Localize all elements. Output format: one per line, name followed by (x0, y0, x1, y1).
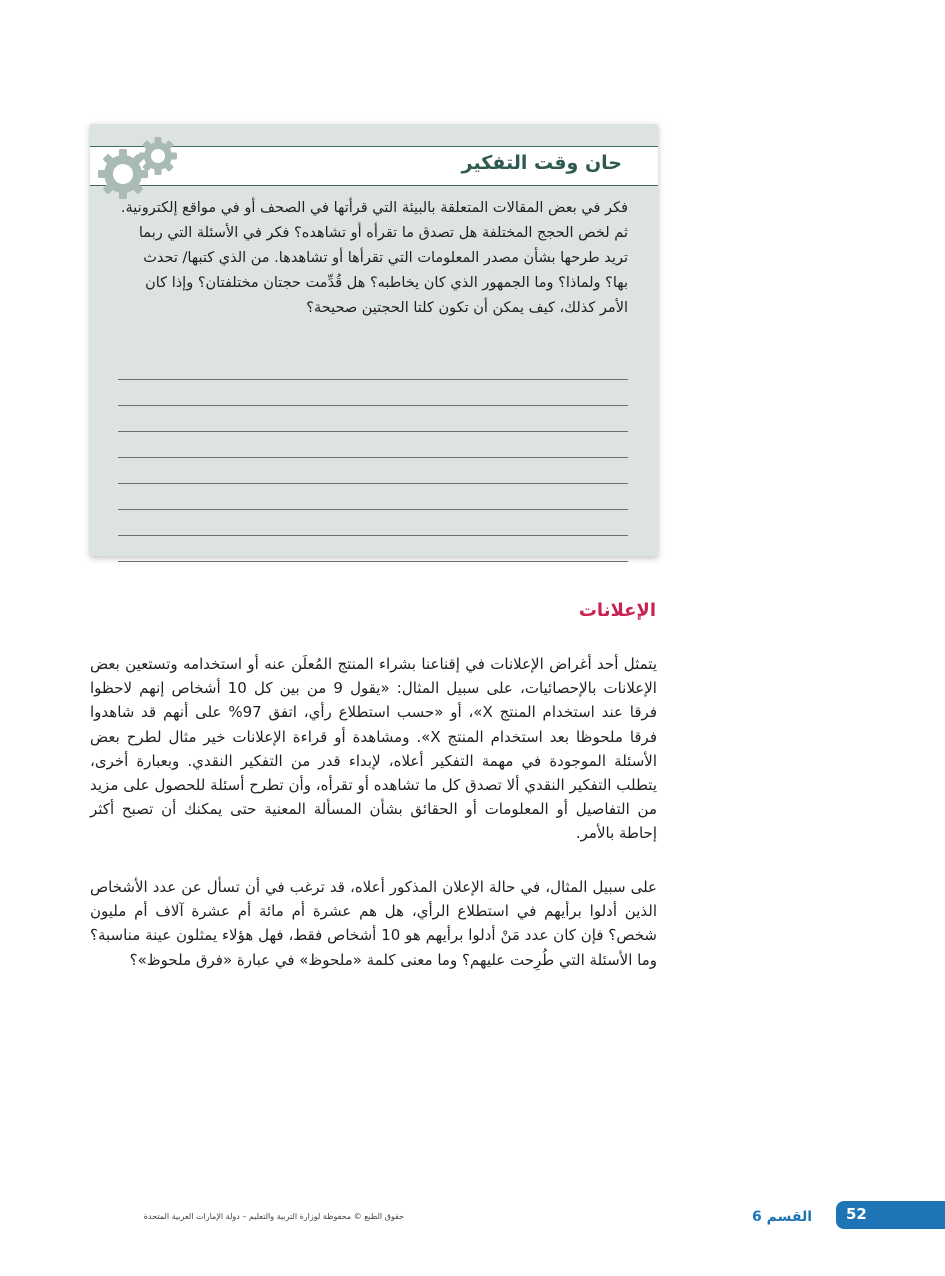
answer-line[interactable] (118, 536, 628, 562)
answer-line[interactable] (118, 354, 628, 380)
answer-lines (118, 354, 628, 562)
gears-icon (96, 132, 186, 200)
section-heading: الإعلانات (578, 600, 656, 621)
think-box (90, 124, 658, 556)
think-box-prompt: فكر في بعض المقالات المتعلقة بالبيئة التي قرأتها في الصحف أو في مواقع إلكترونية. ثم لخص الحجج المختلفة هل تصدق ما تقرأه أو تشاهده؟ فكر في الأسئلة التي ربما تريد طرحها بشأن مصدر المعلومات التي تقرأها أو تشاهدها. من الذي كتبها/ تحدث بها؟ ولماذا؟ وما الجمهور الذي كان يخاطبه؟ هل قُدِّمت حجتان مختلفتان؟ وإذا كان الأمر كذلك، كيف يمكن أن تكون كلتا الحجتين صحيحة؟ (120, 200, 628, 316)
answer-line[interactable] (118, 380, 628, 406)
answer-line[interactable] (118, 484, 628, 510)
answer-line[interactable] (118, 510, 628, 536)
body-paragraph-2: على سبيل المثال، في حالة الإعلان المذكور أعلاه، قد ترغب في أن تسأل عن عدد الأشخاص الذين أدلوا برأيهم في استطلاع الرأي، هل هم عشرة أم مائة أم عشرة آلاف أم مليون شخص؟ فإن كان عدد مَنْ أدلوا برأيهم هو 10 أشخاص فقط، فهل هؤلاء يمثلون عينة مناسبة؟ وما الأسئلة التي طُرِحت عليهم؟ وما معنى كلمة «ملحوظ» في عبارة «فرق ملحوظ»؟ (90, 878, 657, 969)
answer-line[interactable] (118, 406, 628, 432)
body-paragraph-1: يتمثل أحد أغراض الإعلانات في إقناعنا بشراء المنتج المُعلَن عنه أو استخدامه وتستعين بعض الإعلانات بالإحصائيات، على سبيل المثال: «يقول 9 من بين كل 10 أشخاص إنهم لاحظوا فرقا عند استخدام المنتج X»، أو «حسب استطلاع رأي، اتفق 97% على أنهم قد شاهدوا فرقا ملحوظا بعد استخدام المنتج X». ومشاهدة أو قراءة الإعلانات خير مثال لطرح بعض الأسئلة الموجودة في مهمة التفكير أعلاه، لإبداء قدر من التفكير النقدي. وبعبارة أخرى، يتطلب التفكير النقدي ألا تصدق كل ما تشاهده أو تقرأه، وأن تطرح أسئلة للحصول على مزيد من التفاصيل أو المعلومات أو الحقائق بشأن المسألة المعنية حتى يمكنك أن تصبح أكثر إحاطة بالأمر. (90, 655, 658, 843)
page-number: 52 (846, 1205, 867, 1223)
copyright-notice: حقوق الطبع © محفوظة لوزارة التربية والتعليم – دولة الإمارات العربية المتحدة (143, 1212, 404, 1221)
answer-line[interactable] (118, 432, 628, 458)
answer-line[interactable] (118, 458, 628, 484)
think-box-title: حان وقت التفكير (461, 152, 622, 174)
section-label: القسم 6 (752, 1209, 812, 1225)
